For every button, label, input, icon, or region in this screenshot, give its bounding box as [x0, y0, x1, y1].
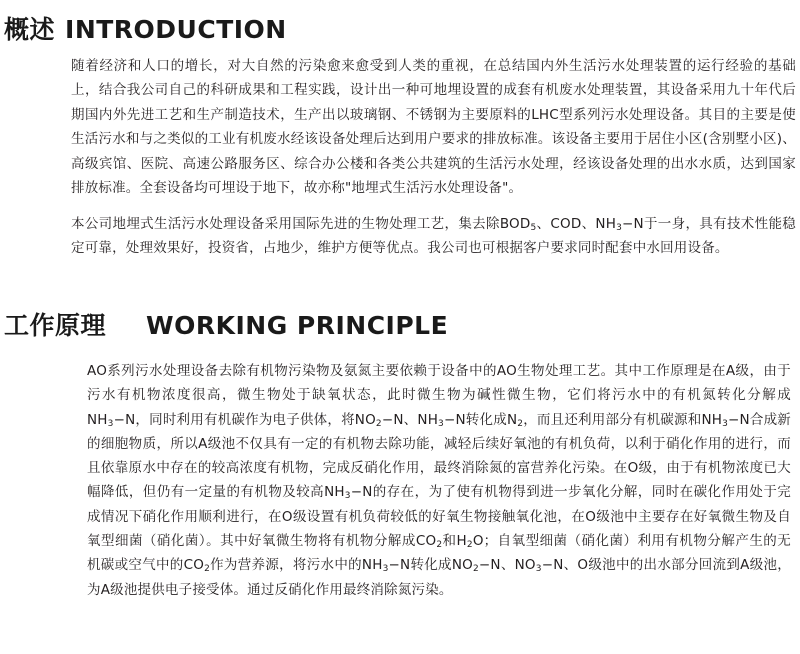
introduction-heading-cn: 概述: [4, 15, 56, 44]
introduction-paragraph-2: 本公司地埋式生活污水处理设备采用国际先进的生物处理工艺，集去除$BOD_5$、COD、$NH_3-N$于一身，具有技术性能稳定可靠，处理效果好，投资省，占地少，维护方便等优点。我公司也可根据客户要求同时配套中水回用设备。: [71, 216, 796, 257]
introduction-paragraph-1: 随着经济和人口的增长，对大自然的污染愈来愈受到人类的重视，在总结国内外生活污水处理装置的运行经验的基础上，结合我公司自己的科研成果和工程实践，设计出一种可地埋设置的成套有机废水处理装置，其设备采用九十年代后期国内外先进工艺和生产制造技术，生产出以玻璃钢、不锈钢为主要原料的LHC型系列污水处理设备。其目的主要是使生活污水和与之类似的工业有机废水经该设备处理后达到用户要求的排放标准。该设备主要用于居住小区(含别墅小区)、高级宾馆、医院、高速公路服务区、综合办公楼和各类公共建筑的生活污水处理，经该设备处理的出水水质，达到国家排放标准。全套设备均可埋设于地下，故亦称"地埋式生活污水处理设备"。: [71, 58, 796, 197]
working-principle-heading-en: WORKING PRINCIPLE: [146, 311, 449, 340]
introduction-heading: [4, 10, 287, 46]
working-principle-heading-cn: 工作原理: [4, 311, 107, 340]
working-principle-paragraph: AO系列污水处理设备去除有机物污染物及氨氮主要依赖于设备中的AO生物处理工艺。其中工作原理是在A级，由于污水有机物浓度很高，微生物处于缺氧状态，此时微生物为碱性微生物，它们将污水中的有机氮转化分解成$NH_3-N$，同时利用有机碳作为电子供体，将$NO_2-N$、$NH_3-N$转化成$N_2$，而且还利用部分有机碳源和$NH_3-N$合成新的细胞物质，所以A级池不仅具有一定的有机物去除功能，减轻后续好氧池的有机负荷，以利于硝化作用的进行，而且依靠原水中存在的较高浓度有机物，完成反硝化作用，最终消除氮的富营养化污染。在O级，由于有机物浓度已大幅降低，但仍有一定量的有机物及较高$NH_3-N$的存在，为了使有机物得到进一步氧化分解，同时在碳化作用处于完成情况下硝化作用顺利进行，在O级设置有机负荷较低的好氧生物接触氧化池，在O级池中主要存在好氧微生物及自氧型细菌（硝化菌）。其中好氧微生物将有机物分解成$CO_2$和$H_2O$；自氧型细菌（硝化菌）利用有机物分解产生的无机碳或空气中的$CO_2$作为营养源，将污水中的$NH_3-N$转化成$NO_2-N$、$NO_3-N$、O级池中的出水部分回流到A级池，为A级池提供电子接受体。通过反硝化作用最终消除氮污染。: [87, 363, 792, 598]
working-principle-heading: [4, 306, 448, 342]
introduction-heading-en: INTRODUCTION: [65, 15, 287, 44]
